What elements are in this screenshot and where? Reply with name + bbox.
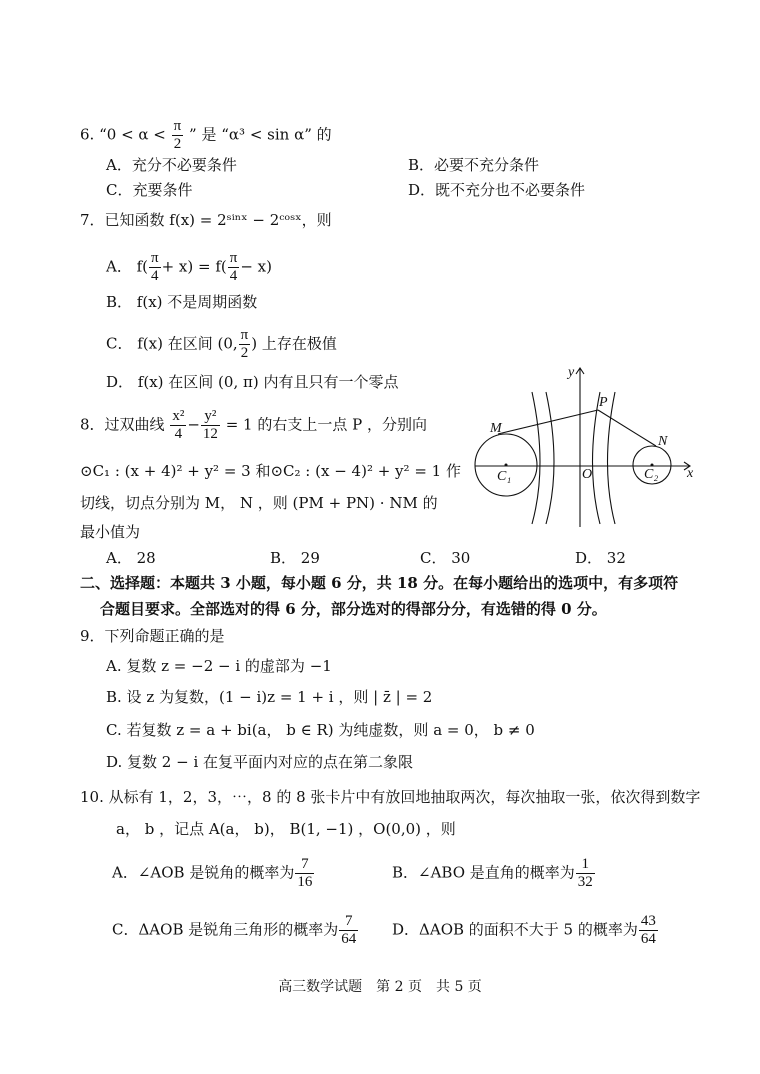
q8-option-b: B． 29 [270,549,320,567]
q10-option-d: D．ΔAOB 的面积不大于 5 的概率为 $\frac{43}{64}$ [392,913,656,947]
q6-fraction: $\frac{\pi}{2}$ [173,118,182,152]
q9-option-b: B. 设 z 为复数，(1 − i)z = 1 + i ，则 | z̄ | = 2 [106,688,433,706]
q8-stem-line4: 最小值为 [80,523,141,541]
section2-heading-line2: 合题目要求。全部选对的得 6 分，部分选对的得部分分，有选错的得 0 分。 [100,600,607,618]
q6-number: 6. [80,125,95,144]
q6-option-d: D．既不充分也不必要条件 [408,181,586,199]
fig-label-y: y [568,365,575,380]
q7-option-b: B． f(x) 不是周期函数 [106,293,258,311]
page-footer: 高三数学试题 第 2 页 共 5 页 [278,979,482,995]
q6-stem-b: ” 是 “α³ < sin α” 的 [189,125,332,144]
q10-option-b: B．∠ABO 是直角的概率为 $\frac{1}{32}$ [392,856,593,890]
fig-label-m: M [490,421,502,436]
q8-stem-line2: ⊙C₁ : (x + 4)² + y² = 3 和⊙C₂ : (x − 4)² + y² = 1 作 [80,462,461,480]
fig-label-n: N [658,434,668,449]
fig-label-c1: C₁ [497,469,512,484]
q6-option-b: B．必要不充分条件 [408,156,540,174]
fig-label-x: x [687,466,694,481]
q9-option-d: D. 复数 2 − i 在复平面内对应的点在第二象限 [106,753,414,771]
fig-label-p: P [599,395,608,410]
q8-stem-line1: 8．过双曲线 $\frac{\text{x²}}{4}$ − $\frac{\text{y²}}{12}$ = 1 的右支上一点 P ，分别向 [80,408,427,442]
hyperbola-figure [470,362,700,532]
q7-option-c: C． f(x) 在区间 (0, $\frac{\pi}{2}$ ) 上存在极值 [106,327,337,361]
q9-option-c: C. 若复数 z = a + bi(a， b ∈ R) 为纯虚数，则 a = 0， b ≠ 0 [106,721,535,739]
q8-option-c: C． 30 [420,549,471,567]
q8-option-a: A． 28 [106,549,156,567]
q9-stem: 9．下列命题正确的是 [80,627,225,645]
q10-option-a: A．∠AOB 是锐角的概率为 $\frac{7}{16}$ [112,856,313,890]
q10-stem-line1: 10. 从标有 1，2，3，⋯，8 的 8 张卡片中有放回地抽取两次，每次抽取一张，依次得到数字 [80,788,701,806]
q8-stem-line3: 切线，切点分别为 M， N ，则 (PM + PN) · NM 的 [80,494,438,512]
q7-option-d: D． f(x) 在区间 (0, π) 内有且只有一个零点 [106,373,399,391]
q6-stem-a: “0 < α < [99,125,166,144]
section2-heading-line1: 二、选择题：本题共 3 小题，每小题 6 分，共 18 分。在每小题给出的选项中，有多项符 [80,574,679,592]
q6-stem [80,118,332,153]
q10-option-c: C．ΔAOB 是锐角三角形的概率为 $\frac{7}{64}$ [112,913,357,947]
q7-stem: 7．已知函数 f(x) = 2ˢⁱⁿˣ − 2ᶜᵒˢˣ，则 [80,211,332,229]
fig-label-c2: C₂ [644,467,659,482]
q9-option-a: A. 复数 z = −2 − i 的虚部为 −1 [106,657,332,675]
q7-option-a: A． f( $\frac{\pi}{4}$ + x) = f( $\frac{\pi}{4}$ − x) [106,250,272,284]
q6-option-a: A．充分不必要条件 [106,156,237,174]
q8-option-d: D． 32 [575,549,626,567]
q6-option-c: C．充要条件 [106,181,193,199]
q10-stem-line2: a， b ，记点 A(a， b)， B(1, −1) ，O(0,0) ，则 [116,820,456,838]
fig-label-o: O [582,467,593,482]
